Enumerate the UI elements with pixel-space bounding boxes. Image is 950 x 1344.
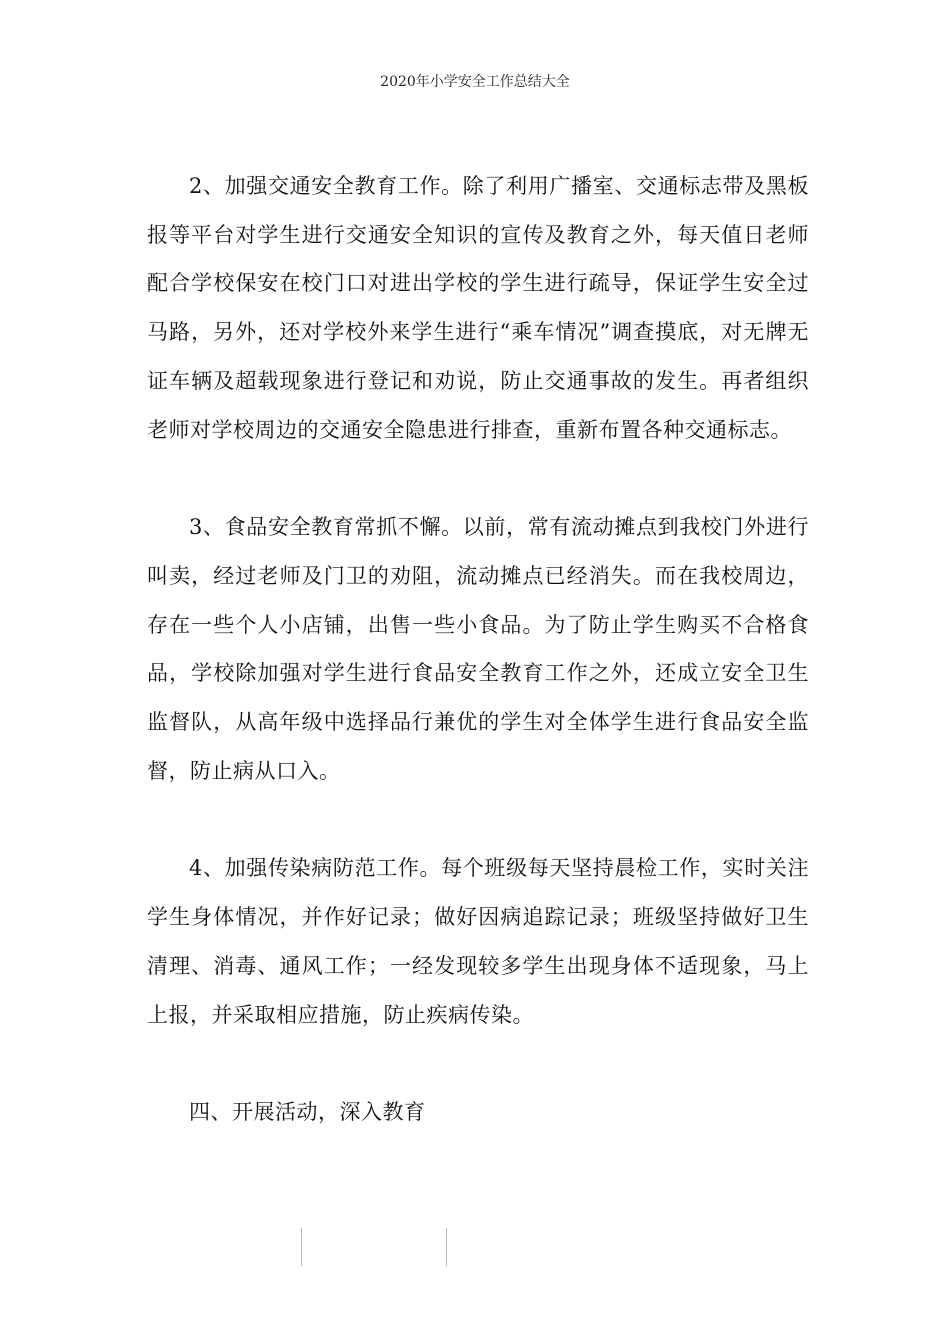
section-heading: 四、开展活动，深入教育 xyxy=(189,1100,426,1125)
paragraph-disease-prevention: 4、加强传染病防范工作。每个班级每天坚持晨检工作，实时关注学生身体情况，并作好记录；做好因病追踪记录；班级坚持做好卫生清理、消毒、通风工作；一经发现较多学生出现身体不适现象，马上上报，并采取相应措施，防止疾病传染。 xyxy=(147,856,809,1027)
table-fragment xyxy=(301,1228,447,1266)
paragraph-food-safety: 3、食品安全教育常抓不懈。以前，常有流动摊点到我校门外进行叫卖，经过老师及门卫的劝阻，流动摊点已经消失。而在我校周边，存在一些个人小店铺，出售一些小食品。为了防止学生购买不合格食品，学校除加强对学生进行食品安全教育工作之外，还成立安全卫生监督队，从高年级中选择品行兼优的学生对全体学生进行食品安全监督，防止病从口入。 xyxy=(147,515,809,783)
document-body xyxy=(147,162,809,1137)
paragraph-gap xyxy=(147,795,809,844)
paragraph-traffic-safety: 2、加强交通安全教育工作。除了利用广播室、交通标志带及黑板报等平台对学生进行交通安全知识的宣传及教育之外，每天值日老师配合学校保安在校门口对进出学校的学生进行疏导，保证学生安全过马路，另外，还对学校外来学生进行“乘车情况”调查摸底，对无牌无证车辆及超载现象进行登记和劝说，防止交通事故的发生。再者组织老师对学校周边的交通安全隐患进行排查，重新布置各种交通标志。 xyxy=(147,174,809,442)
page-header: 2020年小学安全工作总结大全 xyxy=(380,74,570,90)
paragraph-gap xyxy=(147,454,809,503)
paragraph-gap xyxy=(147,1039,809,1088)
